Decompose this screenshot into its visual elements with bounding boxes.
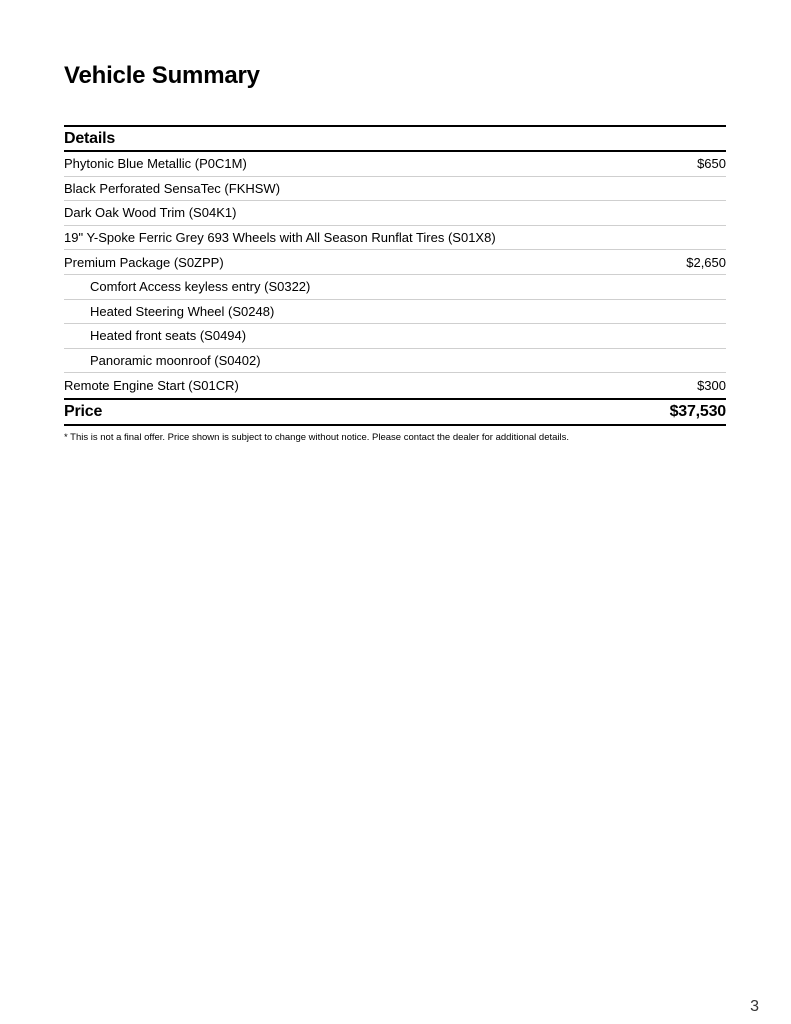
line-item-row xyxy=(64,373,726,398)
line-item-row xyxy=(64,226,726,251)
details-header-label: Details xyxy=(64,129,116,147)
package-feature-label: Panoramic moonroof (S0402) xyxy=(90,353,261,369)
package-feature-row xyxy=(64,324,726,349)
line-item-label: Dark Oak Wood Trim (S04K1) xyxy=(64,205,237,221)
line-item-label: Black Perforated SensaTec (FKHSW) xyxy=(64,180,281,196)
line-item-label: 19" Y-Spoke Ferric Grey 693 Wheels with All Season Runflat Tires (S01X8) xyxy=(64,230,496,246)
line-item-row xyxy=(64,152,726,177)
total-price-row xyxy=(64,398,726,426)
package-feature-row xyxy=(64,275,726,300)
line-item-price: $650 xyxy=(697,156,726,172)
package-feature-label: Comfort Access keyless entry (S0322) xyxy=(90,279,311,295)
package-row xyxy=(64,250,726,275)
details-header xyxy=(64,125,726,152)
page-number: 3 xyxy=(750,998,759,1015)
package-feature-row xyxy=(64,300,726,325)
package-label: Premium Package (S0ZPP) xyxy=(64,254,224,270)
total-price-label: Price xyxy=(64,402,103,420)
total-price-value: $37,530 xyxy=(669,402,726,420)
line-item-row xyxy=(64,201,726,226)
package-feature-row xyxy=(64,349,726,374)
line-item-row xyxy=(64,177,726,202)
page-title: Vehicle Summary xyxy=(64,62,260,89)
line-item-label: Remote Engine Start (S01CR) xyxy=(64,378,239,394)
line-item-price: $300 xyxy=(697,378,726,394)
package-feature-label: Heated front seats (S0494) xyxy=(90,328,247,344)
disclaimer-text: * This is not a final offer. Price shown is subject to change without notice. Please contact the dealer for additional details. xyxy=(64,432,570,443)
package-feature-label: Heated Steering Wheel (S0248) xyxy=(90,303,275,319)
line-item-label: Phytonic Blue Metallic (P0C1M) xyxy=(64,156,247,172)
vehicle-summary-table xyxy=(64,125,726,426)
package-price: $2,650 xyxy=(686,254,726,270)
